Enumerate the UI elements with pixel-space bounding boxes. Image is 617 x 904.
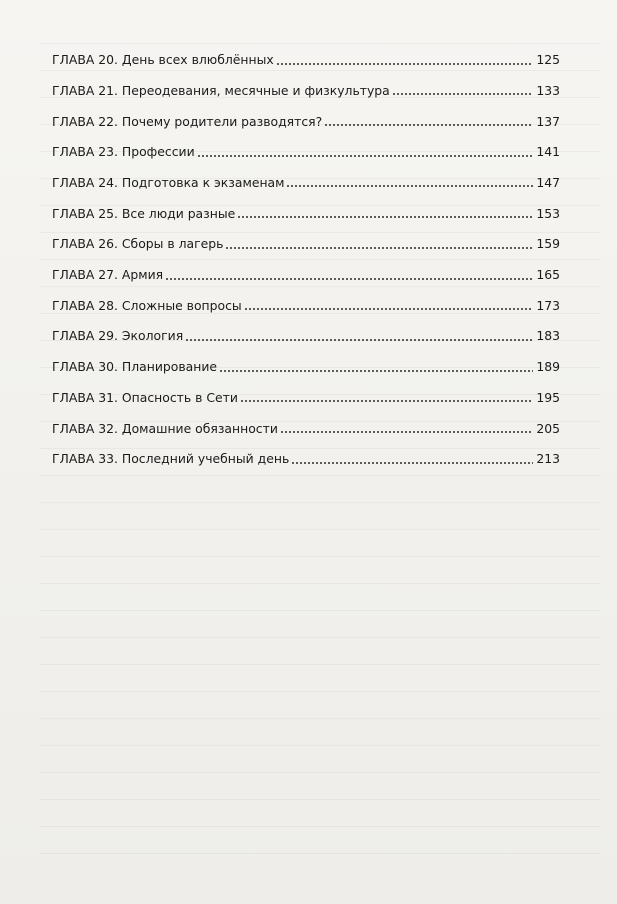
toc-leader-dots	[225, 247, 533, 249]
toc-entry-page: 165	[536, 267, 560, 283]
toc-entry-title: ГЛАВА 30. Планирование	[52, 359, 218, 375]
toc-entry-title: ГЛАВА 31. Опасность в Сети	[52, 389, 238, 405]
toc-entry-title: ГЛАВА 23. Профессии	[52, 144, 195, 160]
toc-entry-title: ГЛАВА 22. Почему родители разводятся?	[52, 113, 323, 129]
toc-entry-title: ГЛАВА 25. Все люди разные	[52, 205, 236, 221]
toc-leader-dots	[165, 278, 533, 280]
toc-entry-page: 213	[536, 451, 560, 467]
toc-entry	[52, 130, 560, 161]
toc-entry-page: 125	[536, 52, 560, 68]
toc-leader-dots	[280, 431, 533, 433]
toc-leader-dots	[219, 370, 533, 372]
toc-entry-page: 137	[536, 113, 560, 129]
toc-leader-dots	[291, 462, 533, 464]
toc-entry-page: 173	[536, 297, 560, 313]
toc-entry-page: 189	[536, 359, 560, 375]
toc-entry-title: ГЛАВА 32. Домашние обязанности	[52, 420, 278, 436]
toc-entry-title: ГЛАВА 28. Сложные вопросы	[52, 297, 242, 313]
toc-leader-dots	[244, 308, 534, 310]
toc-entry-title: ГЛАВА 27. Армия	[52, 267, 164, 283]
toc-entry	[52, 99, 560, 130]
toc-entry-page: 195	[536, 389, 560, 405]
table-of-contents	[52, 38, 560, 468]
toc-leader-dots	[276, 63, 534, 65]
toc-entry-page: 205	[536, 420, 560, 436]
toc-entry-title: ГЛАВА 33. Последний учебный день	[52, 451, 290, 467]
toc-leader-dots	[286, 185, 533, 187]
toc-entry-title: ГЛАВА 26. Сборы в лагерь	[52, 236, 224, 252]
toc-entry-title: ГЛАВА 21. Переодевания, месячные и физкультура	[52, 82, 390, 98]
toc-entry-title: ГЛАВА 29. Экология	[52, 328, 184, 344]
toc-entry	[52, 345, 560, 376]
toc-entry-page: 141	[536, 144, 560, 160]
toc-entry	[52, 222, 560, 253]
toc-leader-dots	[185, 339, 533, 341]
toc-leader-dots	[240, 400, 533, 402]
toc-entry-page: 133	[536, 82, 560, 98]
toc-entry-page: 183	[536, 328, 560, 344]
toc-entry	[52, 437, 560, 468]
toc-entry-page: 153	[536, 205, 560, 221]
toc-entry	[52, 284, 560, 315]
toc-leader-dots	[392, 93, 534, 95]
toc-leader-dots	[197, 155, 534, 157]
toc-entry	[52, 38, 560, 69]
toc-entry-title: ГЛАВА 20. День всех влюблённых	[52, 52, 274, 68]
toc-entry-title: ГЛАВА 24. Подготовка к экзаменам	[52, 175, 285, 191]
toc-leader-dots	[237, 216, 533, 218]
toc-entry-page: 159	[536, 236, 560, 252]
toc-entry	[52, 314, 560, 345]
toc-leader-dots	[324, 124, 533, 126]
toc-entry	[52, 406, 560, 437]
toc-entry	[52, 253, 560, 284]
toc-entry	[52, 191, 560, 222]
toc-entry-page: 147	[536, 175, 560, 191]
toc-entry	[52, 69, 560, 100]
toc-entry	[52, 376, 560, 407]
toc-entry	[52, 161, 560, 192]
